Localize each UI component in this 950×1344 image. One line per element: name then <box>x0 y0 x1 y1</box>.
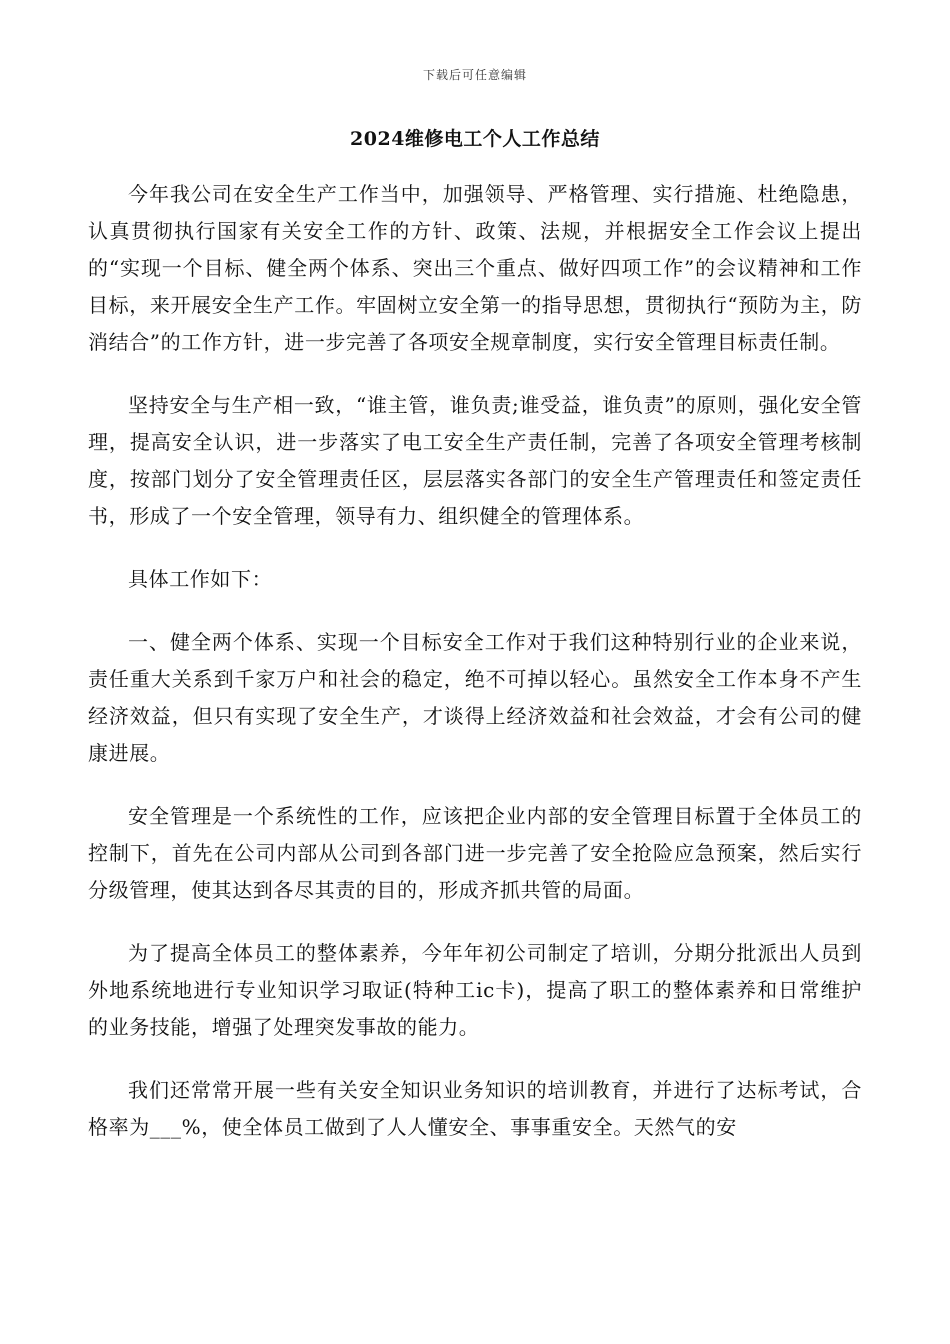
paragraph: 今年我公司在安全生产工作当中，加强领导、严格管理、实行措施、杜绝隐患，认真贯彻执行国家有关安全工作的方针、政策、法规，并根据安全工作会议上提出的“实现一个目标、健全两个体系、突出三个重点、做好四项工作”的会议精神和工作目标，来开展安全生产工作。牢固树立安全第一的指导思想，贯彻执行“预防为主，防消结合”的工作方针，进一步完善了各项安全规章制度，实行安全管理目标责任制。 <box>88 182 862 354</box>
paragraph: 我们还常常开展一些有关安全知识业务知识的培训教育，并进行了达标考试，合格率为___%，使全体员工做到了人人懂安全、事事重安全。天然气的安 <box>88 1078 862 1139</box>
paragraph: 坚持安全与生产相一致，“谁主管，谁负责;谁受益，谁负责”的原则，强化安全管理，提高安全认识，进一步落实了电工安全生产责任制，完善了各项安全管理考核制度，按部门划分了安全管理责任区，层层落实各部门的安全生产管理责任和签定责任书，形成了一个安全管理，领导有力、组织健全的管理体系。 <box>88 393 862 528</box>
paragraph: 为了提高全体员工的整体素养，今年年初公司制定了培训，分期分批派出人员到外地系统地进行专业知识学习取证(特种工ic卡)，提高了职工的整体素养和日常维护的业务技能，增强了处理突发事故的能力。 <box>88 941 862 1039</box>
document-body <box>88 176 862 1172</box>
document-title: 2024维修电工个人工作总结 <box>350 128 600 150</box>
paragraph: 具体工作如下： <box>128 567 273 591</box>
paragraph: 一、健全两个体系、实现一个目标安全工作对于我们这种特别行业的企业来说，责任重大关系到千家万户和社会的稳定，绝不可掉以轻心。虽然安全工作本身不产生经济效益，但只有实现了安全生产，才谈得上经济效益和社会效益，才会有公司的健康进展。 <box>88 630 862 765</box>
paragraph: 安全管理是一个系统性的工作，应该把企业内部的安全管理目标置于全体员工的控制下，首先在公司内部从公司到各部门进一步完善了安全抢险应急预案，然后实行分级管理，使其达到各尽其责的目的，形成齐抓共管的局面。 <box>88 804 862 902</box>
header-note: 下载后可任意编辑 <box>422 68 527 82</box>
